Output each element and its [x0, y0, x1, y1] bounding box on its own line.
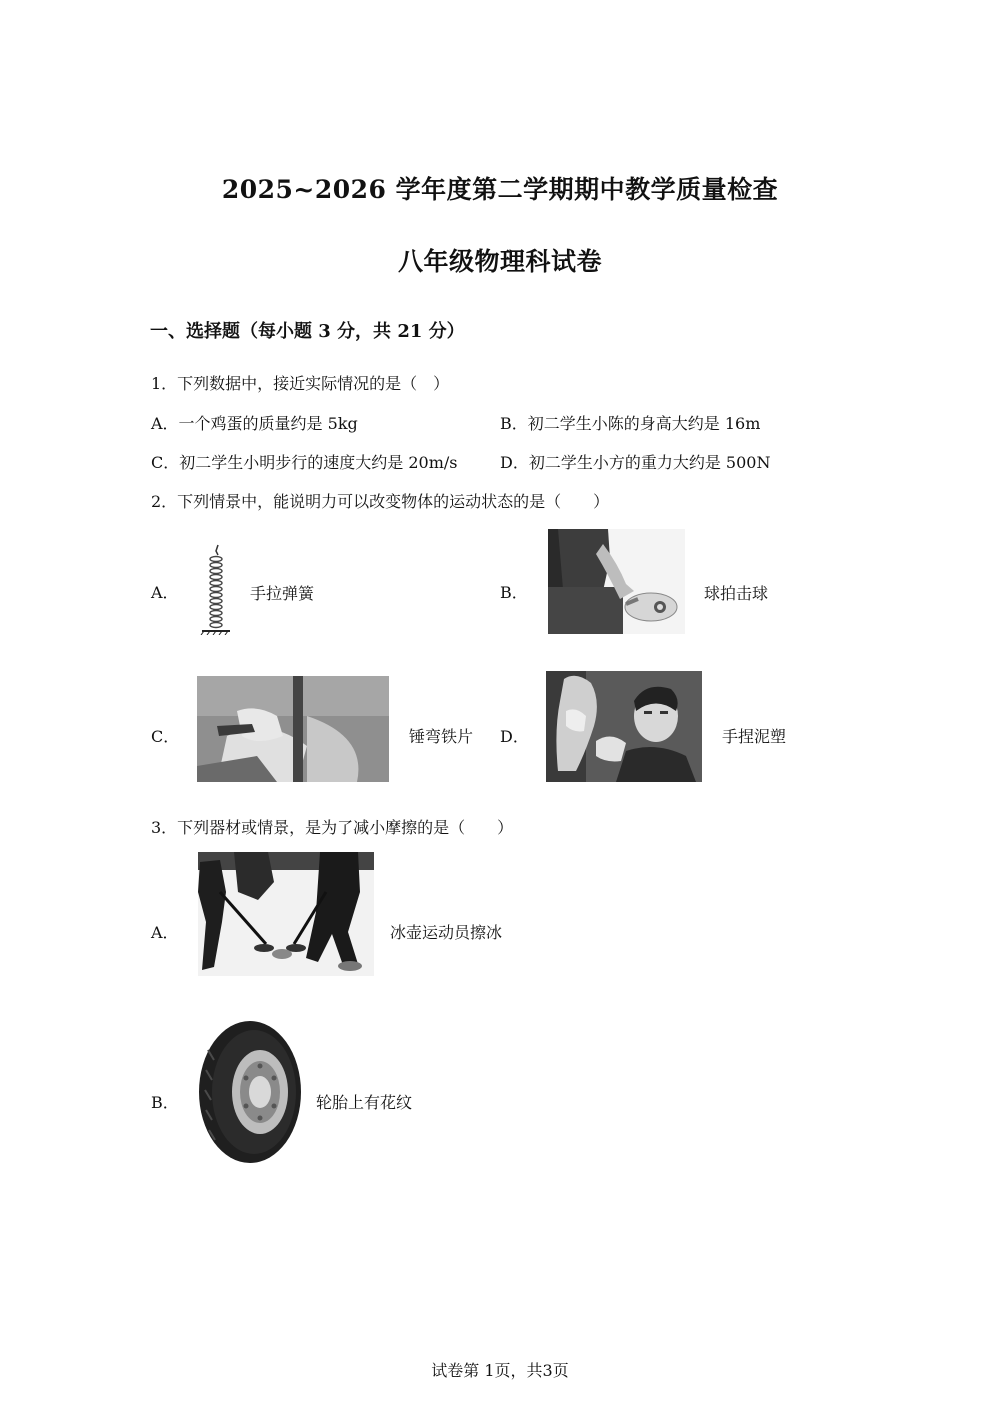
exam-subtitle: 八年级物理科试卷: [397, 247, 602, 276]
question-2-option-a-caption: 手拉弹簧: [250, 584, 315, 603]
question-3-option-b-caption: 轮胎上有花纹: [316, 1093, 413, 1112]
question-2-option-b-letter: B．: [500, 583, 528, 602]
question-2-option-d-letter: D．: [500, 727, 529, 746]
question-2-option-c-letter: C．: [151, 727, 180, 746]
question-1-option-d: D．初二学生小方的重力大约是 500N: [500, 453, 771, 472]
question-2-option-b-caption: 球拍击球: [704, 584, 769, 603]
question-3-option-a-letter: A．: [151, 923, 179, 942]
question-2-stem: 2．下列情景中，能说明力可以改变物体的运动状态的是（ ）: [151, 492, 610, 511]
question-3-stem: 3．下列器材或情景，是为了减小摩擦的是（ ）: [151, 818, 514, 837]
exam-title: 2025~2026 学年度第二学期期中教学质量检查: [221, 175, 779, 204]
racket-ball-image: [548, 529, 685, 634]
question-2-option-d-caption: 手捏泥塑: [722, 727, 787, 746]
question-1-option-b: B．初二学生小陈的身高大约是 16m: [500, 414, 761, 433]
question-1-option-c: C．初二学生小明步行的速度大约是 20m/s: [151, 453, 458, 472]
question-1-stem: 1．下列数据中，接近实际情况的是（ ）: [151, 374, 450, 393]
hammer-bend-sheet-image: [197, 676, 389, 782]
question-1-option-a: A．一个鸡蛋的质量约是 5kg: [151, 414, 358, 433]
question-2-option-a-letter: A．: [151, 583, 179, 602]
section-heading: 一、选择题（每小题 3 分，共 21 分）: [150, 321, 465, 342]
page-footer: 试卷第 1页，共3页: [431, 1361, 569, 1380]
curling-sweeping-image: [198, 852, 374, 976]
question-2-option-c-caption: 锤弯铁片: [409, 727, 474, 746]
clay-sculpture-image: [546, 671, 702, 782]
tire-tread-image: [198, 1020, 302, 1164]
question-3-option-a-caption: 冰壶运动员擦冰: [390, 923, 503, 942]
question-3-option-b-letter: B．: [151, 1093, 179, 1112]
spring-image: [196, 543, 236, 635]
